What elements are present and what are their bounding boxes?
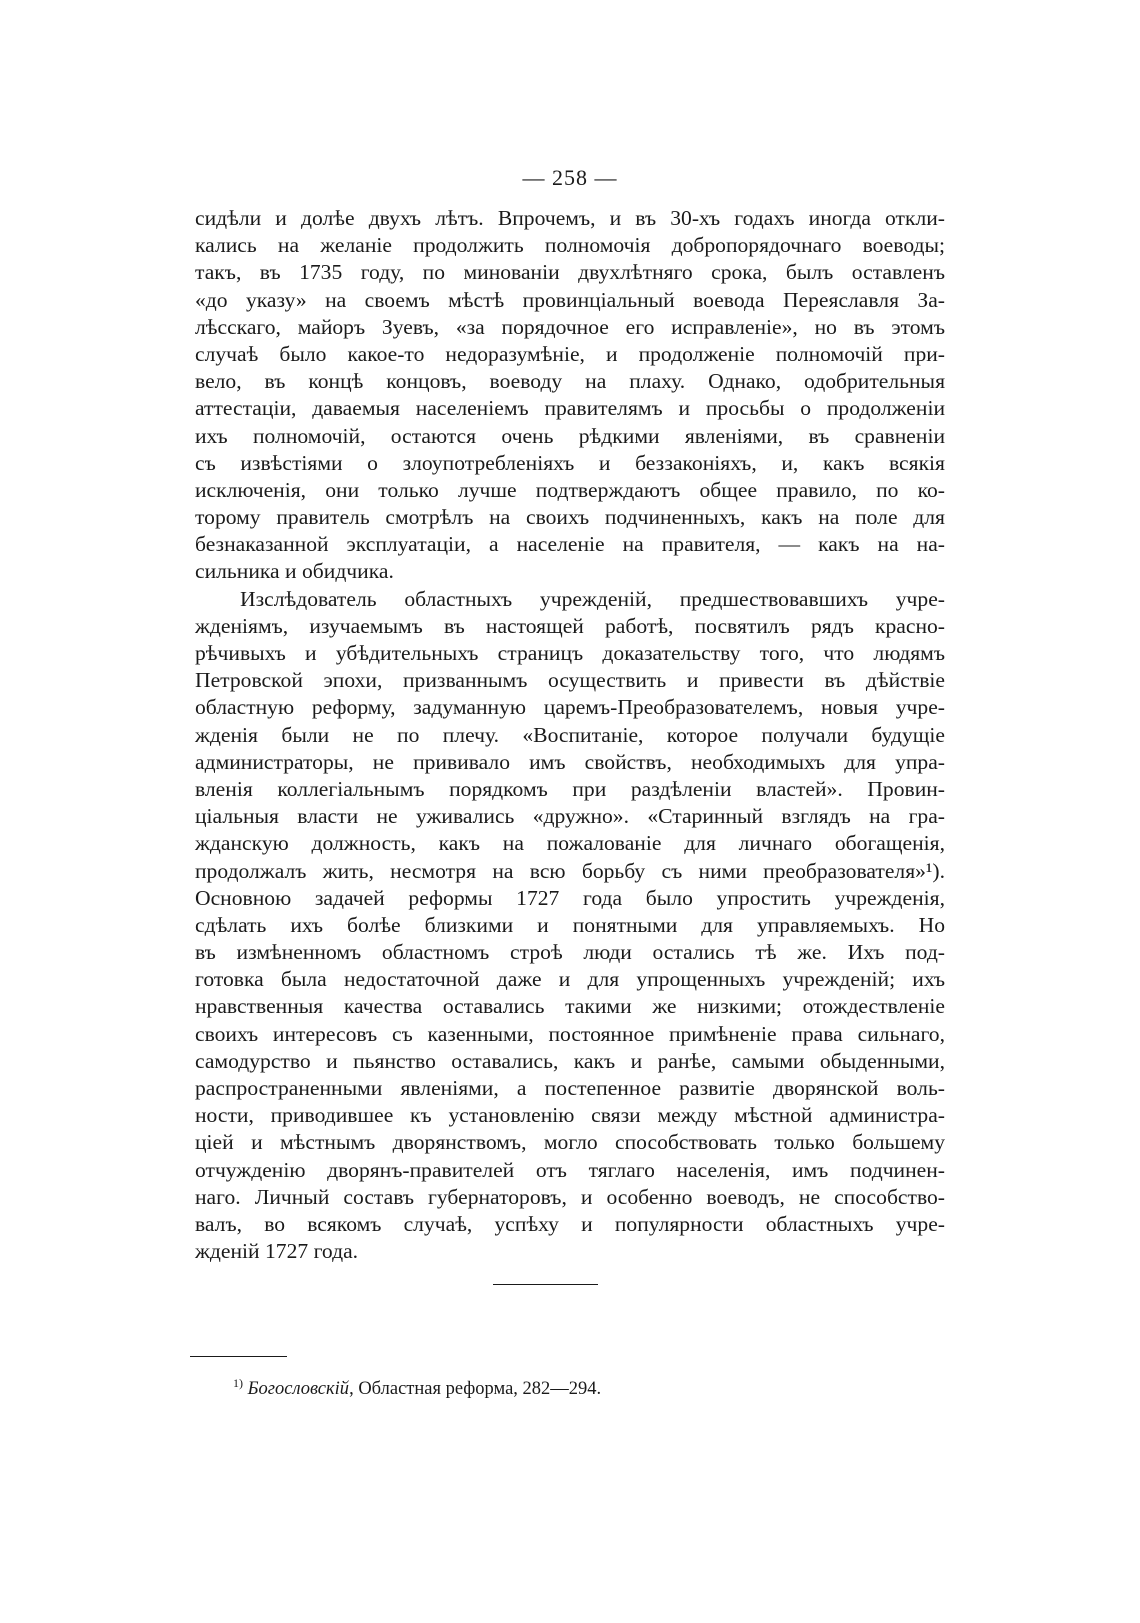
text-line: вленія коллегіальнымъ порядкомъ при раздѣленіи властей». Провин-: [195, 776, 945, 801]
text-line: сдѣлать ихъ болѣе близкими и понятными для управляемыхъ. Но: [195, 912, 945, 937]
footnote-rule: [190, 1356, 287, 1357]
text-line: ихъ полномочій, остаются очень рѣдкими явленіями, въ сравненіи: [195, 423, 945, 448]
text-line: продолжалъ жить, несмотря на всю борьбу съ ними преобразователя»¹).: [195, 858, 945, 883]
text-line: ности, приводившее къ установленію связи между мѣстной администра-: [195, 1103, 945, 1128]
text-line: исключенія, они только лучше подтверждаютъ общее правило, по ко-: [195, 477, 945, 502]
footnote-author: Богословскій: [247, 1379, 350, 1399]
text-line: жденій 1727 года.: [195, 1239, 359, 1264]
text-line: самодурство и пьянство оставались, какъ и ранѣе, самыми обыденными,: [195, 1048, 945, 1073]
text-line: съ извѣстіями о злоупотребленіяхъ и беззаконіяхъ, и, какъ всякія: [195, 450, 945, 475]
text-line: безнаказанной эксплуатаціи, а населеніе на правителя, — какъ на на-: [195, 532, 945, 557]
text-line: рѣчивыхъ и убѣдительныхъ страницъ доказательству того, что людямъ: [195, 641, 945, 665]
text-line: въ измѣненномъ областномъ строѣ люди остались тѣ же. Ихъ под-: [195, 940, 945, 965]
section-end-rule: [493, 1284, 598, 1285]
text-line: ціальныя власти не уживались «дружно». «Старинный взглядъ на гра-: [195, 804, 945, 829]
text-line: распространенными явленіями, а постепенное развитіе дворянской воль-: [195, 1076, 945, 1100]
body-text: [195, 205, 945, 1265]
text-line: Изслѣдователь областныхъ учрежденій, предшествовавшихъ учре-: [240, 586, 945, 611]
text-line: валъ, во всякомъ случаѣ, успѣху и популярности областныхъ учре-: [195, 1211, 945, 1236]
text-line: случаѣ было какое-то недоразумѣніе, и продолженіе полномочій при-: [195, 341, 945, 366]
text-line: наго. Личный составъ губернаторовъ, и особенно воеводъ, не способство-: [195, 1184, 945, 1209]
text-line: готовка была недостаточной даже и для упрощенныхъ учрежденій; ихъ: [195, 967, 945, 992]
text-line: лѣсскаго, майоръ Зуевъ, «за порядочное его исправленіе», но въ этомъ: [195, 314, 945, 339]
footnote-1: [233, 1377, 601, 1401]
footnote-text: , Областная реформа, 282—294.: [349, 1379, 602, 1399]
text-line: Основною задачей реформы 1727 года было упростить учрежденія,: [195, 885, 945, 910]
text-line: сидѣли и долѣе двухъ лѣтъ. Впрочемъ, и въ 30-хъ годахъ иногда откли-: [195, 206, 945, 230]
text-line: ціей и мѣстнымъ дворянствомъ, могло способствовать только большему: [195, 1130, 945, 1155]
text-line: своихъ интересовъ съ казенными, постоянное примѣненіе права сильнаго,: [195, 1021, 945, 1046]
text-line: жденіямъ, изучаемымъ въ настоящей работѣ, посвятилъ рядъ красно-: [195, 613, 945, 638]
page-number: — 258 —: [522, 165, 618, 190]
text-line: такъ, въ 1735 году, по минованіи двухлѣтняго срока, былъ оставленъ: [195, 260, 945, 285]
paragraph-1: [195, 205, 945, 586]
paragraph-2: [195, 586, 945, 1266]
text-line: торому правитель смотрѣлъ на своихъ подчиненныхъ, какъ на поле для: [195, 505, 945, 530]
text-line: Петровской эпохи, призваннымъ осуществить и привести въ дѣйствіе: [195, 668, 945, 693]
text-line: жденія были не по плечу. «Воспитаніе, которое получали будущіе: [195, 722, 945, 747]
text-line: администраторы, не прививало имъ свойствъ, необходимыхъ для упра-: [195, 749, 945, 774]
text-line: вело, въ концѣ концовъ, воеводу на плаху. Однако, одобрительныя: [195, 369, 945, 394]
footnote-marker: 1): [233, 1375, 243, 1390]
text-line: кались на желаніе продолжить полномочія добропорядочнаго воеводы;: [195, 233, 945, 258]
text-line: отчужденію дворянъ-правителей отъ тяглаго населенія, имъ подчинен-: [195, 1157, 945, 1182]
text-line: областную реформу, задуманную царемъ-Преобразователемъ, новыя учре-: [195, 695, 945, 720]
text-line: «до указу» на своемъ мѣстѣ провинціальный воевода Переяславля За-: [195, 287, 945, 312]
text-line: сильника и обидчика.: [195, 559, 394, 584]
text-line: аттестаціи, даваемыя населеніемъ правителямъ и просьбы о продолженіи: [195, 396, 945, 421]
text-line: нравственныя качества оставались такими же низкими; отождествленіе: [195, 994, 945, 1019]
text-line: жданскую должность, какъ на пожалованіе для личнаго обогащенія,: [195, 831, 945, 856]
